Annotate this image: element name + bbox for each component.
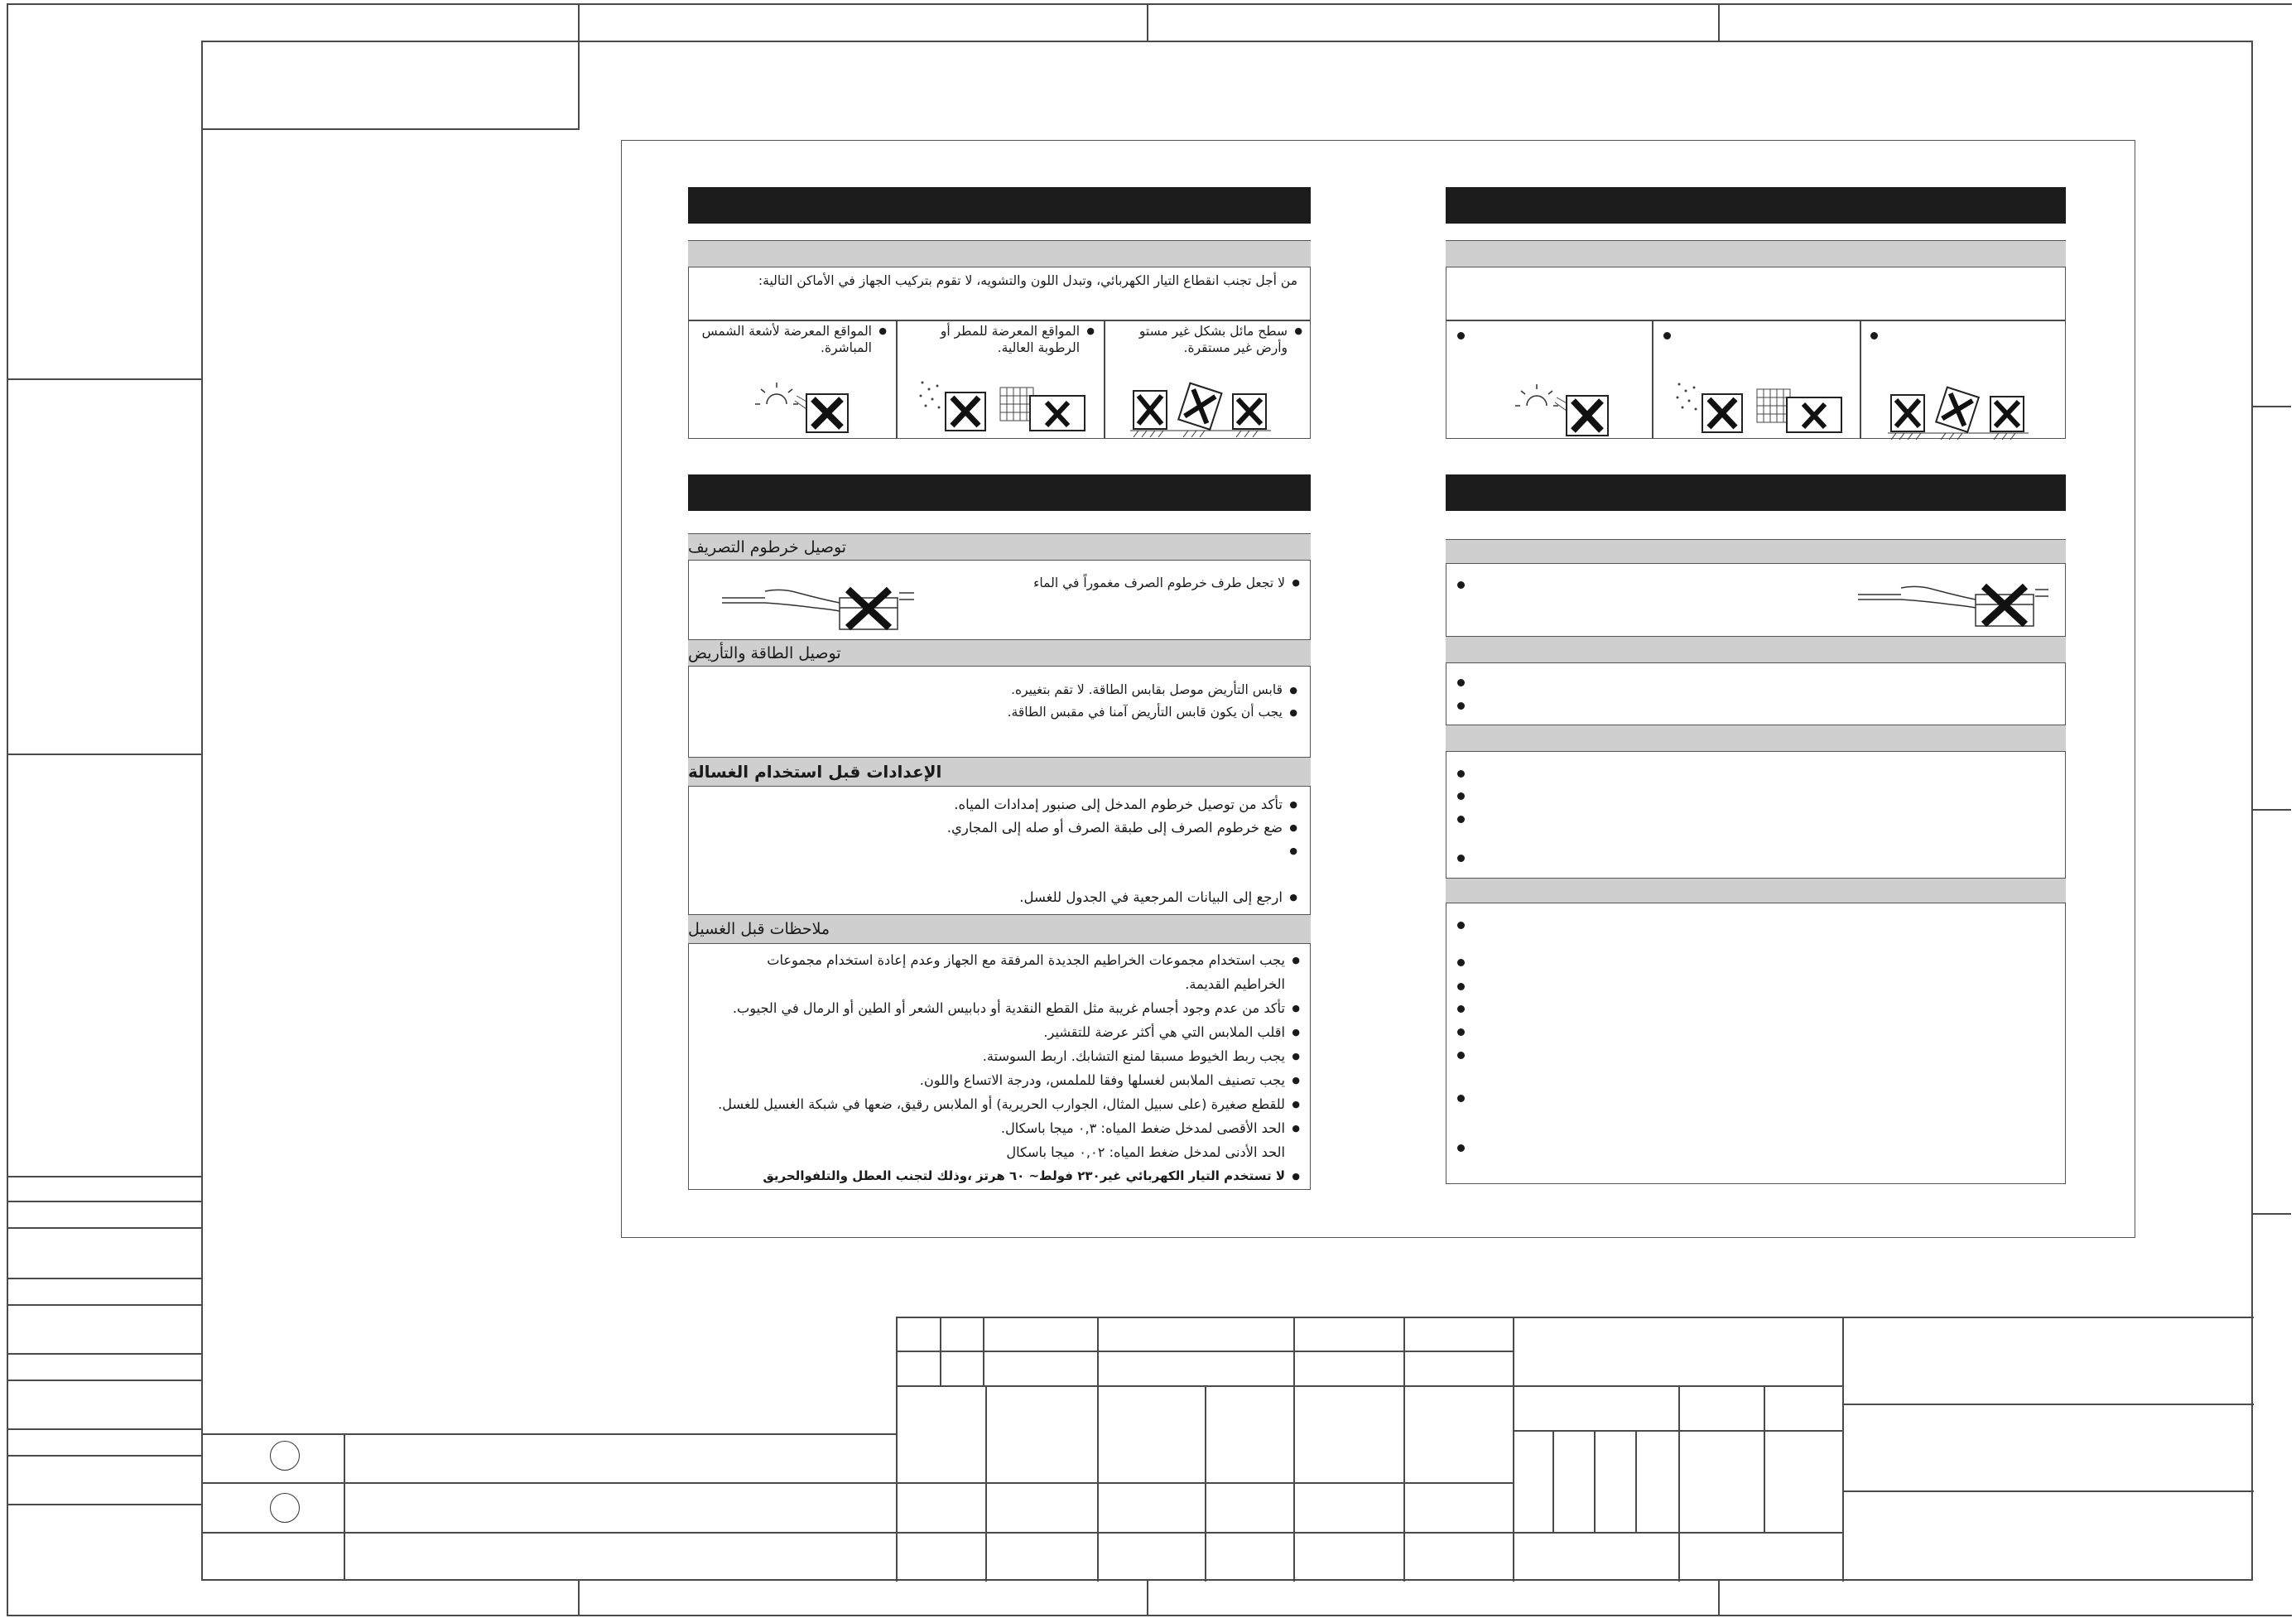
notes-extra-line: الحد الأدنى لمدخل ضغط المياه: ٠,٠٢ ميجا باسكال (1006, 1144, 1285, 1160)
rain-warning-icon (917, 371, 1091, 437)
notes-title: ملاحظات قبل الغسيل (688, 914, 1311, 944)
drain-hose-icon (719, 575, 917, 633)
location-intro: من أجل تجنب انقطاع التيار الكهربائي، وتبدل اللون والتشويه، لا تقوم بتركيب الجهاز في الأماكن التالية: (758, 273, 1297, 288)
location-header-bar (688, 187, 1311, 224)
power-list: ● قابس التأريض موصل بقابس الطاقة. لا تقم بتغييره. ● يجب أن يكون قابس التأريض آمنا في مقبس الطاقة. (700, 679, 1297, 724)
location-cell-uneven: ● سطح مائل بشكل غير مستو وأرض غير مستقرة. (1114, 323, 1302, 356)
location-cell-rain: ● المواقع المعرضة للمطر أو الرطوبة العالية. (906, 323, 1095, 356)
drain-title: توصيل خرطوم التصريف (688, 533, 1311, 561)
instructions-header-bar (688, 474, 1311, 511)
notes-warning: ● لا تستخدم التيار الكهربائي غير٢٣٠ فولط~ ٦٠ هرتز ،وذلك لتجنب العطل والتلفوالحريق (691, 1164, 1300, 1188)
drain-text: ● لا تجعل طرف خرطوم الصرف مغموراً في الماء (952, 574, 1300, 592)
uneven-floor-icon (1130, 374, 1279, 441)
notes-list: ● يجب استخدام مجموعات الخراطيم الجديدة المرفقة مع الجهاز وعدم إعادة استخدام مجموعات الخراطيم القديمة. ● تأكد من عدم وجود أجسام غريبة مثل القطع النقدية أو دبابيس الشعر أو الطين أو الرمال في الجيوب. ● اقلب الملابس التي هي أكثر عرضة للتقشير. ● يجب ربط الخيوط مسبقا لمنع التشابك. اربط السوستة. ● يجب تصنيف الملابس لغسلها وفقا للملمس، ودرجة الاتساع واللون. ● للقطع صغيرة (على سبيل المثال، الجوارب الحريرية) أو الملابس رقيق، ضعها في شبكة الغسيل للغسل. ● الحد الأقصى لمدخل ضغط المياه: ٠,٣ ميجا باسكال. الحد الأدنى لمدخل ضغط المياه: ٠,٠٢ ميجا باسكال ● لا تستخدم التيار الكهربائي غير٢٣٠ فولط~ ٦٠ هرتز ،وذلك لتجنب العطل والتلفوالحريق (691, 948, 1300, 1188)
setup-list: ● تأكد من توصيل خرطوم المدخل إلى صنبور إمدادات المياه. ● ضع خرطوم الصرف إلى طبقة الصرف أو صله إلى المجاري. ● ● ارجع إلى البيانات المرجعية في الجدول للغسل. (700, 793, 1297, 909)
location-cell-sun: ● المواقع المعرضة لأشعة الشمس المباشرة. (698, 323, 887, 356)
sun-warning-icon (755, 371, 854, 437)
setup-title: الإعدادات قبل استخدام الغسالة (688, 757, 1311, 787)
power-title: توصيل الطاقة والتأريض (688, 639, 1311, 667)
